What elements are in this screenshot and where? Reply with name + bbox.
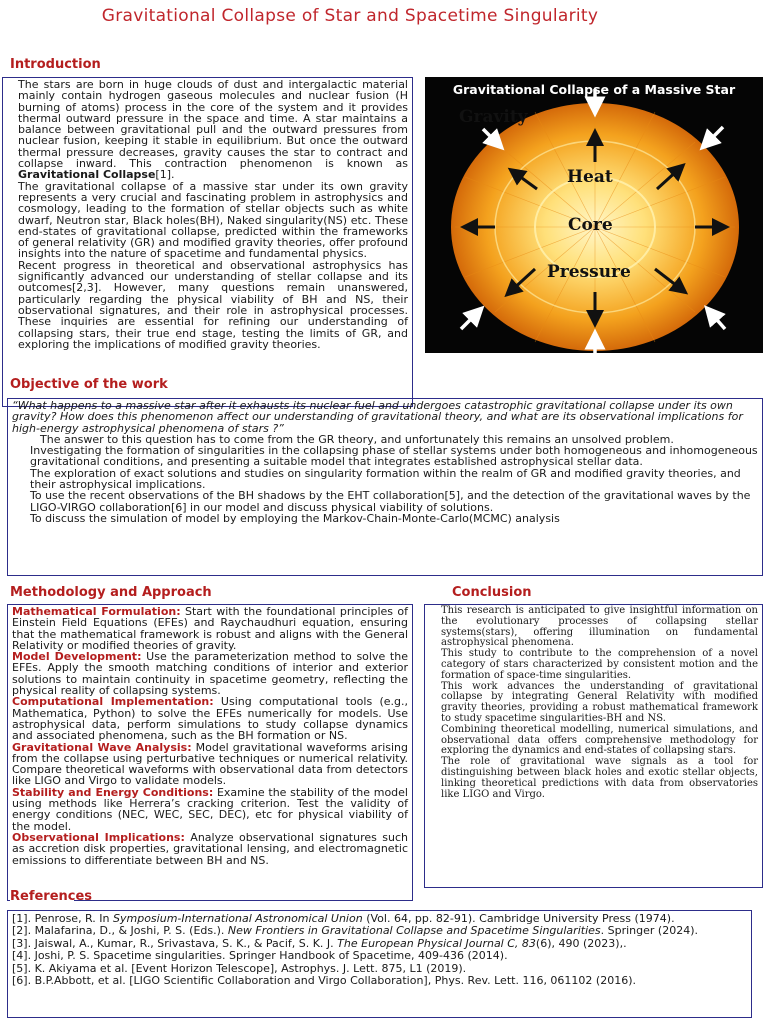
conclusion-para: Combining theoretical modelling, numerical simulations, and observational data offers comprehensive methodology for exploring the dynamics and end-states of collapsing stars. xyxy=(441,723,758,757)
method-item-title: Observational Implications: xyxy=(12,830,185,844)
references-box xyxy=(7,910,752,1018)
conclusion-para: The role of gravitational wave signals as a tool for distinguishing between black holes and exotic stellar objects, linking theoretical predictions with data from observatories like LIGO and Virgo. xyxy=(441,756,758,800)
method-item-title: Gravitational Wave Analysis: xyxy=(12,740,192,754)
conclusion-heading: Conclusion xyxy=(452,585,522,603)
conclusion-para: This research is anticipated to give insightful information on the evolutionary processes of collapsing stellar systems(stars), offering illumination on fundamental astrophysical phenomena. xyxy=(441,605,758,649)
methodology-heading: Methodology and Approach xyxy=(10,585,160,603)
reference-text: [2]. Malafarina, D., & Joshi, P. S. (Eds.). xyxy=(12,924,228,938)
figure-title: Gravitational Collapse of a Massive Star xyxy=(452,82,736,97)
reference-item: [4]. Joshi, P. S. Spacetime singularities. Springer Handbook of Spacetime, 409-436 (2014). xyxy=(12,949,508,963)
objective-box xyxy=(7,398,763,576)
method-item xyxy=(12,651,408,696)
objective-answer: The answer to this question has to come from the GR theory, and unfortunately this remains an unsolved problem. xyxy=(40,432,674,446)
objective-item: Investigating the formation of singularities in the collapsing phase of stellar systems under both homogeneous and inhomogeneous gravitational conditions, and presenting a suitable model that integrates established astrophysical stellar data. xyxy=(30,444,758,469)
objective-heading: Objective of the work xyxy=(10,377,162,396)
gravity-label: Gravity xyxy=(459,107,528,127)
intro-heading: Introduction xyxy=(10,57,140,72)
core-label: Core xyxy=(568,215,613,235)
method-item-text: Using computational tools (e.g., Mathematica, Python) to solve the EFEs numerically for models. Use astrophysical data, perform simulations to study collapse dynamics and associated phenomena, such as the BH formation or NS. xyxy=(12,695,409,743)
conclusion-box xyxy=(424,604,763,888)
reference-tail: (Vol. 64, pp. 82-91). Cambridge University Press (1974). xyxy=(362,912,675,925)
method-item-title: Stability and Energy Conditions: xyxy=(12,785,214,799)
reference-source: New Frontiers in Gravitational Collapse and Spacetime Singularities xyxy=(227,924,601,938)
intro-para-3: Recent progress in theoretical and observational astrophysics has significantly advanced our understanding of stellar collapse and its outcomes[2,3]. However, many questions remain unanswered, particularly regarding the physical viability of BH and NS, their observational signatures, and their role in astrophysical processes. These inquiries are essential for refining our understanding of collapsing stars, their true end stage, testing the limits of GR, and exploring the implications of modified gravity theories. xyxy=(18,258,408,351)
intro-para-1 xyxy=(18,79,408,181)
conclusion-para: This work advances the understanding of gravitational collapse by integrating General Relativity with modified gravity theories, providing a robust mathematical framework to study spacetime singularities-BH and NS. xyxy=(441,680,758,724)
intro-text xyxy=(18,79,408,350)
method-item-title: Mathematical Formulation: xyxy=(12,605,181,618)
reference-item: [6]. B.P.Abbott, et al. [LIGO Scientific Collaboration and Virgo Collaboration], Phys. Rev. Lett. 116, 061102 (2016). xyxy=(12,974,636,988)
reference-tail: (6), 490 (2023),. xyxy=(535,936,627,950)
references-heading: References xyxy=(10,889,74,908)
method-item xyxy=(12,832,408,866)
intro-box xyxy=(2,77,413,407)
poster-title: Gravitational Collapse of Star and Spacetime Singularity xyxy=(101,6,599,26)
pressure-label: Pressure xyxy=(547,262,631,282)
objective-list xyxy=(12,445,758,524)
method-item xyxy=(12,696,408,741)
reference-item: [5]. K. Akiyama et al. [Event Horizon Telescope], Astrophys. J. Lett. 875, L1 (2019). xyxy=(12,961,467,975)
reference-tail: . Springer (2024). xyxy=(600,924,698,938)
intro-citation: [1]. xyxy=(155,168,175,182)
conclusion-para: This study to contribute to the comprehension of a novel category of stars characterized by consistent motion and the formation of space-time singularities. xyxy=(441,648,758,681)
objective-item: To use the recent observations of the BH shadows by the EHT collaboration[5], and the detection of the gravitational waves by the LIGO-VIRGO collaboration[6] in our model and discuss physical viability of solutions. xyxy=(30,489,751,514)
collapse-figure xyxy=(425,77,763,353)
objective-item: To discuss the simulation of model by employing the Markov-Chain-Monte-Carlo(MCMC) analysis xyxy=(30,511,560,525)
method-item xyxy=(12,742,408,787)
reference-source: The European Physical Journal C, 83 xyxy=(337,936,536,950)
method-item-title: Computational Implementation: xyxy=(12,695,214,709)
intro-para-1-text: The stars are born in huge clouds of dust and intergalactic material mainly contain hydrogen gaseous molecules and nuclear fusion (H burning of atoms) process in the core of the system and it provides thermal outward pressure in the space and time. A star maintains a balance between gravitational pull and the outward pressures from nuclear fusion, keeping it stable in equilibrium. But once the outward thermal pressure decreases, gravity causes the star to contract and collapse inward. This contraction phenomenon is known as xyxy=(18,78,408,171)
objective-item: The exploration of exact solutions and studies on singularity formation within the realm of GR and modified gravity theories, and their astrophysical implications. xyxy=(30,466,741,492)
reference-text: [1]. Penrose, R. In xyxy=(12,912,114,925)
method-item-text: Start with the foundational principles of Einstein Field Equations (EFEs) and Raychaudhuri equation, ensuring that the mathematical framework is robust and aligns with the General Relativity or modified theories of gravity. xyxy=(12,605,408,652)
method-item-title: Model Development: xyxy=(12,650,142,664)
method-item-text: Analyze observational signatures such as accretion disk properties, gravitational lensing, and electromagnetic emissions to differentiate between BH and NS. xyxy=(12,830,409,867)
intro-para-2: The gravitational collapse of a massive star under its own gravity represents a very crucial and fascinating problem in astrophysics and cosmology, leading to the formation of stellar objects such as white dwarf, Neutron star, Black holes(BH), Naked singularity(NS) etc. These end-states of gravitational collapse, predicted within the frameworks of general relativity (GR) and modified gravity theories, offer profound insights into the nature of spacetime and fundamental physics. xyxy=(18,179,408,261)
methodology-box xyxy=(7,604,413,901)
method-item-text: Use the parameterization method to solve the EFEs. Apply the smooth matching conditions of interior and exterior solutions to maintain continuity in spacetime geometry, reflecting the physical reality of collapsing systems. xyxy=(12,650,408,698)
method-item xyxy=(12,606,408,651)
method-item xyxy=(12,787,408,832)
method-item-text: Examine the stability of the model using methods like Herrera’s cracking criterion. Test the validity of energy conditions (NEC, WEC, SEC, DEC), etc for physical viability of the model. xyxy=(12,785,408,833)
method-item-text: Model gravitational waveforms arising from the collapse using perturbative techniques or numerical relativity. Compare theoretical waveforms with observational data from detectors like LIGO and Virgo to validate models. xyxy=(12,740,408,788)
heat-label: Heat xyxy=(567,167,613,187)
intro-keyword: Gravitational Collapse xyxy=(18,168,156,182)
reference-text: [3]. Jaiswal, A., Kumar, R., Srivastava, S. K., & Pacif, S. K. J. xyxy=(12,936,338,950)
objective-question: “What happens to a massive star after it exhausts its nuclear fuel and undergoes catastrophic gravitational collapse under its own gravity? How does this phenomenon affect our understanding of gravitational theory, and what are its observational implications for high-energy astrophysical phenomena of stars ?” xyxy=(12,399,743,435)
reference-source: Symposium-International Astronomical Union xyxy=(113,912,363,925)
